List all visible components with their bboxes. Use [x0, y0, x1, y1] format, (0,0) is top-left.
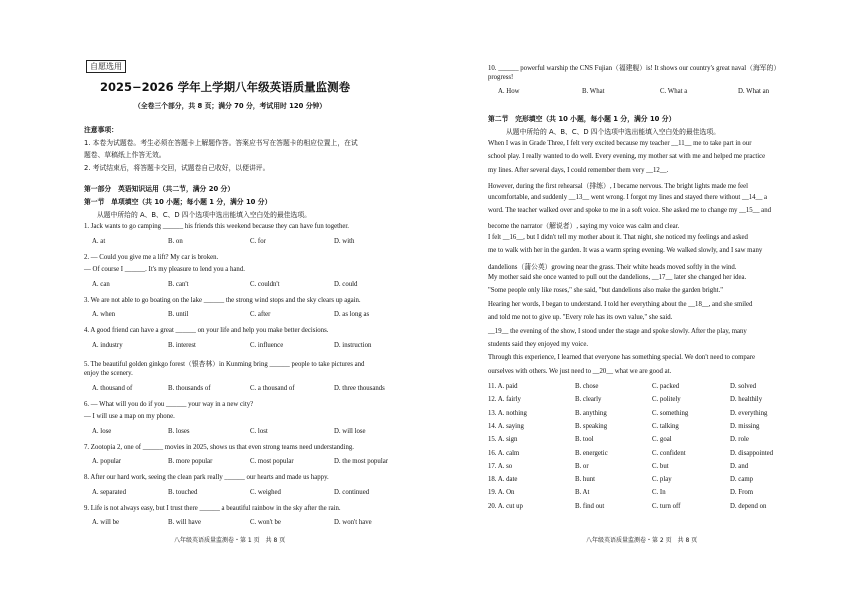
passage-line: My mother said she once wanted to pull out the dandelions, __17__ later she changed her idea. — [488, 274, 747, 281]
option: D. won't have — [334, 519, 372, 526]
cloze-option: D. role — [730, 436, 749, 444]
cloze-option: B. anything — [575, 409, 607, 417]
cloze-option: B. At — [575, 489, 590, 497]
cloze-option: 16. A. calm — [488, 449, 520, 457]
option: A. at — [92, 237, 106, 245]
option: B. What — [582, 88, 605, 95]
option: C. a thousand of — [250, 384, 295, 392]
passage-line: Hearing her words, I began to understand. I told her everything about the __18__, and she smiled — [488, 300, 753, 308]
question-stem: 5. The beautiful golden ginkgo forest（银杏林）in Kunming bring ______ people to take pictures and — [84, 360, 365, 368]
section-heading: 第一节 单项填空（共 10 小题；每小题 1 分，满分 10 分） — [84, 198, 272, 206]
option: A. popular — [92, 458, 122, 465]
exam-page-1 — [0, 0, 433, 614]
question-stem: 10. ______ powerful warship the CNS Fujian（福建舰）is! It shows our country's great naval（海军的） — [488, 65, 781, 72]
option: A. industry — [92, 341, 123, 349]
option: B. can't — [168, 280, 189, 288]
cloze-option: C. something — [652, 409, 689, 417]
passage-line: ourselves with others. We just need to __20__ what we are good at. — [488, 367, 672, 375]
cloze-option: C. packed — [652, 383, 680, 390]
note-line: 1. 本卷为试题卷。考生必须在答题卡上解题作答。答案应书写在答题卡的相应位置上，在试 — [84, 139, 358, 147]
question-stem: enjoy the scenery. — [84, 370, 133, 377]
option: C. influence — [250, 341, 284, 349]
cloze-option: 14. A. saying — [488, 422, 524, 430]
option: C. won't be — [250, 519, 281, 526]
instruction: 从题中所给的 A、B、C、D 四个选项中选出能填入空白处的最佳选项。 — [506, 128, 720, 136]
note-line: 题卷、草稿纸上作答无效。 — [84, 151, 166, 159]
cloze-option: B. or — [575, 462, 589, 470]
page-footer: 八年级英语质量监测卷・第 2 页 共 8 页 — [586, 537, 698, 544]
option: A. can — [92, 280, 110, 288]
passage-line: "Some people only like roses," she said, "but dandelions also make the garden bright." — [488, 287, 723, 295]
option: A. How — [498, 88, 520, 95]
cloze-option: D. disappointed — [730, 449, 774, 457]
passage-line: word. The teacher walked over and spoke to me in a soft voice. She asked me to change my __15__ and — [488, 207, 771, 214]
option: D. three thousands — [334, 384, 385, 392]
passage-line: and told me not to give up. "Every role has its own value," she said. — [488, 314, 673, 322]
option: D. as long as — [334, 311, 370, 318]
cloze-option: C. but — [652, 462, 669, 470]
option: C. most popular — [250, 458, 294, 465]
option: C. lost — [250, 427, 268, 435]
question-stem: 4. A good friend can have a great ______ on your life and help you make better decisions. — [84, 327, 329, 334]
option: D. will lose — [334, 427, 366, 435]
exam-title: 2025−2026 学年上学期八年级英语质量监测卷 — [100, 80, 351, 94]
cloze-option: 12. A. fairly — [488, 396, 521, 404]
cloze-option: D. missing — [730, 422, 760, 430]
cloze-option: 19. A. On — [488, 489, 515, 497]
passage-line: my lines. After several days, I could remember them very __12__. — [488, 166, 669, 174]
cloze-option: B. hunt — [575, 476, 596, 484]
cloze-option: B. chose — [575, 383, 599, 390]
cloze-option: 15. A. sign — [488, 436, 518, 444]
notes-heading: 注意事项： — [84, 126, 118, 134]
cloze-option: B. speaking — [575, 422, 608, 430]
cloze-option: C. goal — [652, 436, 672, 444]
passage-line: me to walk with her in the garden. It was a warm spring evening. We walked slowly, and I saw many — [488, 247, 763, 255]
cloze-option: B. find out — [575, 502, 605, 510]
part-heading: 第一部分 英语知识运用（共二节，满分 20 分） — [84, 185, 235, 193]
cloze-option: 18. A. date — [488, 476, 518, 484]
option: D. with — [334, 237, 355, 245]
exam-subtitle: （全卷三个部分，共 8 页；满分 70 分，考试用时 120 分钟） — [134, 102, 327, 110]
cloze-option: D. and — [730, 462, 749, 470]
option: C. for — [250, 237, 266, 245]
option: B. until — [168, 311, 189, 318]
option: B. touched — [168, 488, 198, 496]
question-stem: 3. We are not able to go boating on the lake ______ the strong wind stops and the sky clears up again. — [84, 296, 361, 304]
option: C. couldn't — [250, 280, 280, 288]
cloze-option: 20. A. cut up — [488, 502, 523, 510]
passage-line: When I was in Grade Three, I felt very excited because my teacher __11__ me to take part in our — [488, 140, 752, 147]
passage-line: Through this experience, I learned that everyone has something special. We don't need to compare — [488, 354, 756, 362]
passage-line: students said they enjoyed my voice. — [488, 341, 589, 348]
option: B. loses — [168, 427, 190, 435]
exam-page-2 — [434, 0, 867, 614]
note-line: 2. 考试结束后，将答题卡交回，试题卷自己收好，以便讲评。 — [84, 164, 270, 172]
option: B. on — [168, 237, 183, 245]
question-stem: progress! — [488, 74, 514, 81]
option: D. the most popular — [334, 458, 388, 465]
cloze-option: D. everything — [730, 409, 768, 417]
option: C. after — [250, 311, 271, 318]
cloze-option: 13. A. nothing — [488, 409, 527, 417]
option: A. will be — [92, 519, 119, 526]
passage-line: However, during the first rehearsal（排练）, I became nervous. The bright lights made me feel — [488, 183, 749, 191]
page-footer: 八年级英语质量监测卷・第 1 页 共 8 页 — [174, 537, 286, 544]
option: C. What a — [660, 88, 688, 95]
question-stem: 6. — What will you do if you ______ your way in a new city? — [84, 400, 254, 408]
cloze-option: C. politely — [652, 396, 681, 404]
option: A. when — [92, 311, 116, 318]
question-stem: 8. After our hard work, seeing the clean park really ______ our hearts and made us happy. — [84, 474, 329, 481]
question-stem: 2. — Could you give me a lift? My car is broken. — [84, 253, 219, 261]
section-heading: 第二节 完形填空（共 10 小题，每小题 1 分，满分 10 分） — [488, 115, 676, 123]
cloze-option: D. From — [730, 489, 754, 497]
question-stem: 9. Life is not always easy, but I trust there ______ a beautiful rainbow in the sky after the rain. — [84, 504, 341, 512]
cloze-option: C. In — [652, 489, 666, 497]
passage-line: school play. I really wanted to do well. Every evening, my mother sat with me and helped me practice — [488, 153, 766, 161]
option: C. weighed — [250, 488, 281, 496]
cloze-option: B. tool — [575, 436, 594, 444]
option: B. will have — [168, 519, 202, 526]
cloze-option: B. energetic — [575, 449, 608, 457]
option: A. thousand of — [92, 384, 133, 392]
option: B. thousands of — [168, 384, 211, 392]
question-stem: — Of course I ______. It's my pleasure to lend you a hand. — [84, 266, 245, 273]
question-stem: — I will use a map on my phone. — [84, 413, 175, 420]
cloze-option: D. camp — [730, 476, 754, 484]
passage-line: __19__ the evening of the show, I stood under the stage and spoke slowly. After the play, many — [488, 327, 747, 335]
option: A. separated — [92, 488, 126, 496]
instruction: 从题中所给的 A、B、C、D 四个选项中选出能填入空白处的最佳选项。 — [97, 211, 311, 219]
option: D. continued — [334, 488, 370, 496]
cloze-option: C. play — [652, 476, 672, 484]
cloze-option: 17. A. so — [488, 462, 513, 470]
cloze-option: C. talking — [652, 422, 679, 430]
cloze-option: D. solved — [730, 383, 757, 390]
option: B. interest — [168, 341, 196, 349]
question-stem: 1. Jack wants to go camping ______ his friends this weekend because they can have fun together. — [84, 223, 350, 230]
cloze-option: B. clearly — [575, 396, 602, 404]
passage-line: I felt __16__, but I didn't tell my mother about it. That night, she noticed my feelings and asked — [488, 233, 748, 241]
passage-line: uncomfortable, and suddenly __13__ went wrong. I forgot my lines and stayed there without __14__ a — [488, 193, 768, 201]
cloze-option: C. confident — [652, 449, 686, 457]
question-stem: 7. Zootopia 2, one of ______ movies in 2025, shows us that even strong teams need understanding. — [84, 443, 354, 451]
option: D. What an — [738, 88, 770, 95]
option: B. more popular — [168, 458, 213, 465]
cloze-option: C. turn off — [652, 502, 681, 510]
optional-badge: 自愿选用 — [86, 60, 126, 73]
passage-line: become the narrator（解说者）, saying my voice was calm and clear. — [488, 223, 680, 231]
cloze-option: D. depend on — [730, 502, 767, 510]
option: D. could — [334, 280, 358, 288]
cloze-option: D. healthily — [730, 396, 763, 404]
cloze-option: 11. A. paid — [488, 383, 518, 390]
option: A. lose — [92, 427, 112, 435]
option: D. instruction — [334, 341, 372, 349]
passage-line: dandelions（蒲公英）growing near the grass. Their white heads moved softly in the wind. — [488, 263, 737, 271]
